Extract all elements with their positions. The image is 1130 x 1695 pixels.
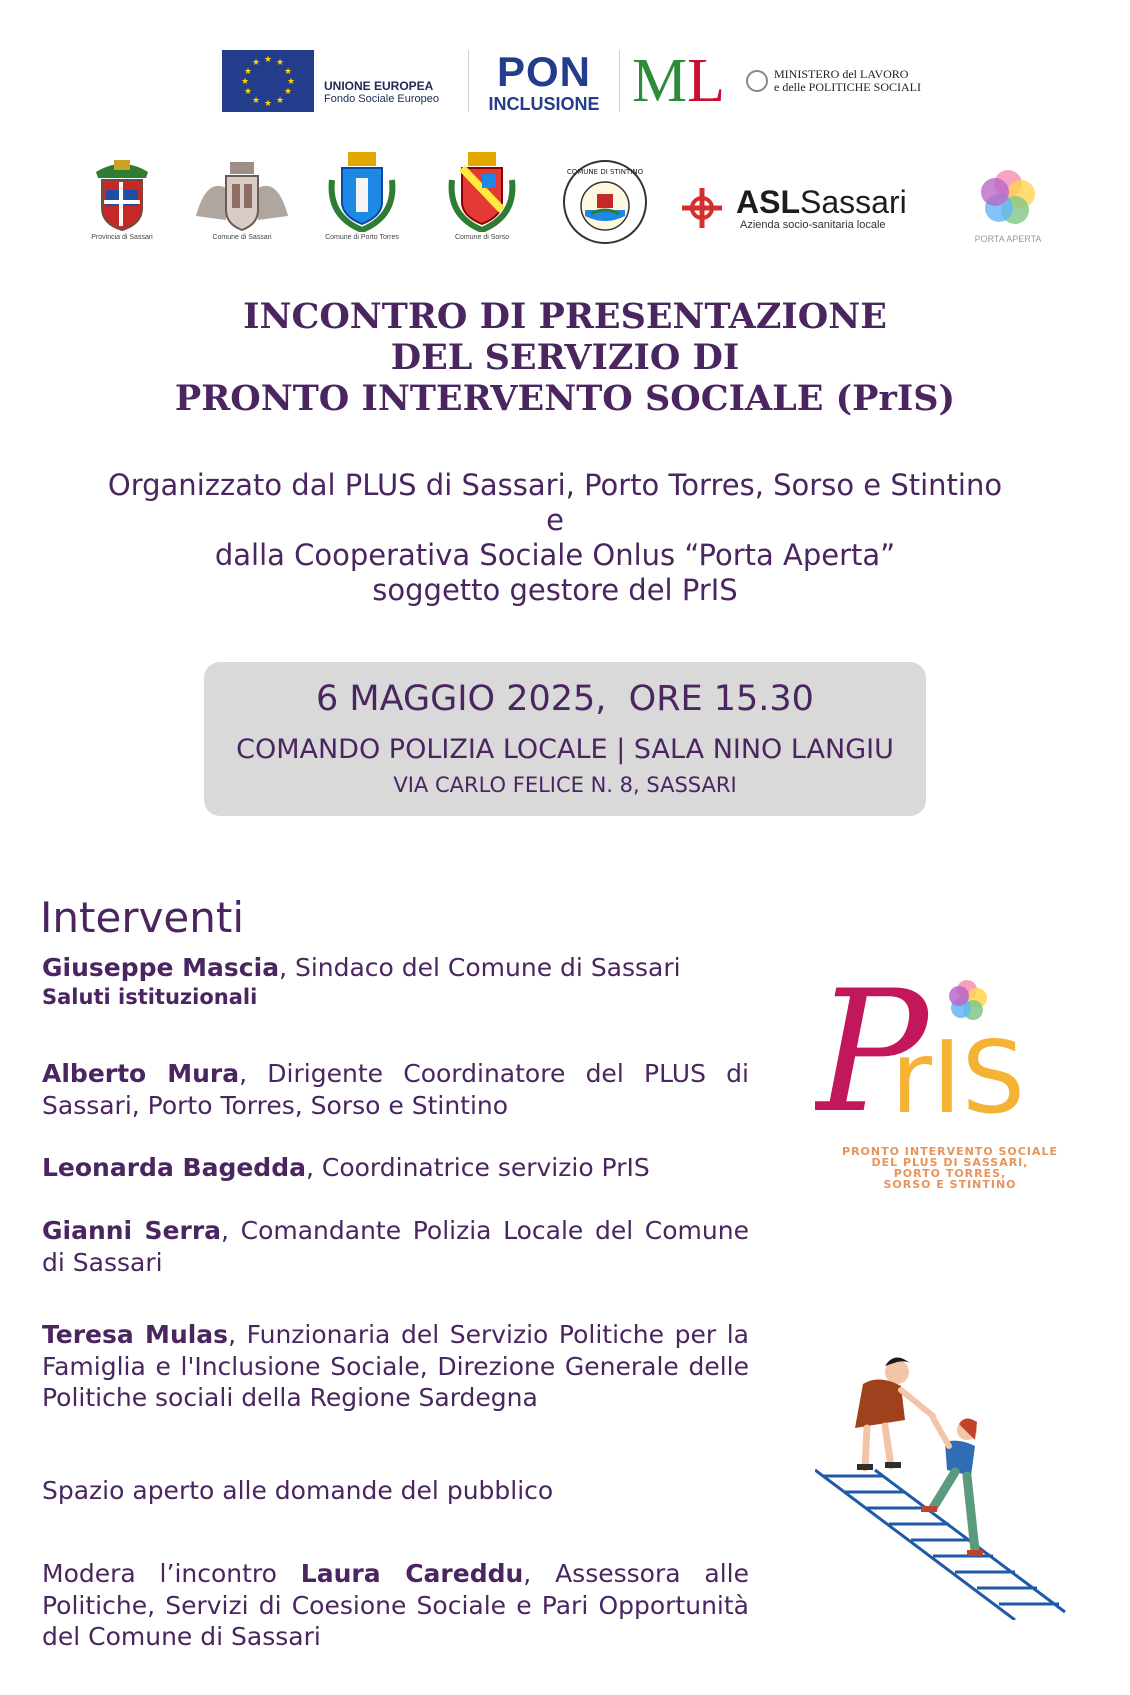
- event-address: VIA CARLO FELICE N. 8, SASSARI: [393, 773, 737, 797]
- comune-sorso-crest: [432, 150, 532, 241]
- funding-logo-strip: [222, 46, 932, 116]
- asl-subtitle: Azienda socio-sanitaria locale: [740, 219, 886, 231]
- pon-inclusione-logo: [481, 49, 607, 113]
- speaker-4-name: Gianni Serra: [42, 1216, 222, 1245]
- sassari-crest-icon: [192, 158, 292, 232]
- stintino-seal-icon: [561, 158, 649, 246]
- comune-stintino-seal: [560, 158, 650, 246]
- pris-tagline: [815, 1146, 1085, 1190]
- pris-tagline-4: SORSO E STINTINO: [883, 1178, 1017, 1191]
- pris-tagline-2: DEL PLUS DI SASSARI,: [871, 1156, 1029, 1169]
- speaker-2-role: , Dirigente Coordinatore del PLUS di Sassari, Porto Torres, Sorso e Stintino: [42, 1059, 749, 1120]
- eu-flag-icon: ★ ★ ★ ★ ★ ★ ★ ★ ★ ★ ★ ★: [222, 50, 314, 112]
- asl-rest: Sassari: [800, 184, 907, 220]
- pris-tagline-1: PRONTO INTERVENTO SOCIALE: [842, 1145, 1058, 1158]
- helping-hand-illustration: [815, 1350, 1075, 1624]
- interventi-heading: Interventi: [40, 893, 245, 942]
- speaker-1-name: Giuseppe Mascia: [42, 953, 280, 982]
- pris-tagline-3: PORTO TORRES,: [893, 1167, 1007, 1180]
- porta-aperta-swirl-icon: [975, 164, 1041, 230]
- pon-sub: INCLUSIONE: [488, 94, 600, 114]
- event-title: [0, 296, 1130, 419]
- eu-line-1: UNIONE EUROPEA: [324, 79, 434, 93]
- event-datetime: 6 MAGGIO 2025, ORE 15.30: [316, 679, 814, 719]
- porto-torres-crest-icon: [326, 150, 398, 232]
- title-line-3: PRONTO INTERVENTO SOCIALE (PrIS): [174, 378, 956, 419]
- speaker-5: [42, 1319, 749, 1414]
- sorso-crest-icon: [446, 150, 518, 232]
- speaker-3-name: Leonarda Bagedda: [42, 1153, 306, 1182]
- divider: [468, 50, 469, 112]
- organizer-line-1: Organizzato dal PLUS di Sassari, Porto Torres, Sorso e Stintino: [107, 468, 1003, 502]
- porto-torres-caption: Comune di Porto Torres: [325, 234, 399, 241]
- stintino-seal-text: COMUNE DI STINTINO: [566, 168, 644, 176]
- italy-emblem-icon: [746, 70, 768, 92]
- ladder-people-icon: [815, 1350, 1075, 1620]
- speaker-2-name: Alberto Mura: [42, 1059, 240, 1088]
- speaker-1-role: , Sindaco del Comune di Sassari: [279, 953, 681, 982]
- porta-aperta-logo: [968, 164, 1048, 244]
- speaker-5-name: Teresa Mulas: [42, 1320, 229, 1349]
- organizer-line-4: soggetto gestore del PrIS: [372, 573, 738, 607]
- speaker-1-subtitle: Saluti istituzionali: [42, 984, 258, 1009]
- speaker-4: [42, 1215, 749, 1278]
- moderator-name: Laura Careddu: [300, 1559, 524, 1588]
- speaker-5-role: , Funzionaria del Servizio Politiche per la Famiglia e l'Inclusione Sociale, Direzione Generale delle Politiche sociali della Regione Sardegna: [42, 1320, 749, 1412]
- provincia-sassari-crest: [72, 154, 172, 241]
- title-line-1: INCONTRO DI PRESENTAZIONE: [243, 296, 887, 337]
- ministero-ml-logo: ML: [632, 47, 726, 115]
- eu-line-2: Fondo Sociale Europeo: [324, 93, 439, 105]
- asl-wordmark: [736, 185, 907, 219]
- asl-bold: ASL: [736, 184, 800, 220]
- pon-word: PON: [496, 48, 591, 95]
- divider: [619, 50, 620, 112]
- comune-porto-torres-crest: [312, 150, 412, 241]
- event-venue: COMANDO POLIZIA LOCALE | SALA NINO LANGIU: [236, 734, 894, 765]
- organizer-line-2: e: [546, 503, 564, 537]
- speaker-3-role: , Coordinatrice servizio PrIS: [305, 1153, 650, 1182]
- eu-logo-text: [324, 57, 456, 105]
- q-and-a: Spazio aperto alle domande del pubblico: [42, 1476, 554, 1505]
- provincia-crest-icon: [86, 154, 158, 232]
- organizer-block: [40, 468, 1070, 608]
- ministero-line-2: e delle POLITICHE SOCIALI: [774, 80, 921, 94]
- pris-swirl-icon: [949, 980, 987, 1020]
- sorso-caption: Comune di Sorso: [454, 234, 510, 241]
- speaker-1: [42, 952, 681, 1010]
- pris-p-letter: P: [815, 960, 929, 1140]
- organizer-line-3: dalla Cooperativa Sociale Onlus “Porta Aperta”: [214, 538, 896, 572]
- comune-sassari-caption: Comune di Sassari: [212, 234, 272, 241]
- speaker-2: [42, 1058, 749, 1121]
- comune-sassari-crest: [192, 158, 292, 241]
- porta-aperta-caption: PORTA APERTA: [974, 234, 1042, 244]
- pris-rest-letters: rIS: [891, 1019, 1026, 1136]
- moderator: [42, 1558, 749, 1653]
- moderator-role: , Assessora alle Politiche, Servizi di Coesione Sociale e Pari Opportunità del Comune di Sassari: [42, 1559, 749, 1651]
- moderator-prefix: Modera l’incontro: [42, 1559, 301, 1588]
- asl-sassari-logo: [676, 178, 926, 238]
- event-details-box: [204, 662, 926, 816]
- speaker-3: [42, 1152, 749, 1184]
- ministero-line-1: MINISTERO del LAVORO: [774, 67, 909, 81]
- asl-cross-icon: [676, 182, 728, 234]
- title-line-2: DEL SERVIZIO DI: [390, 337, 740, 378]
- pris-logo: [815, 960, 1085, 1200]
- pris-wordmark: [815, 960, 1085, 1140]
- ministero-logo: [746, 68, 921, 94]
- speaker-4-role: , Comandante Polizia Locale del Comune di Sassari: [42, 1216, 749, 1277]
- provincia-caption: Provincia di Sassari: [91, 234, 153, 241]
